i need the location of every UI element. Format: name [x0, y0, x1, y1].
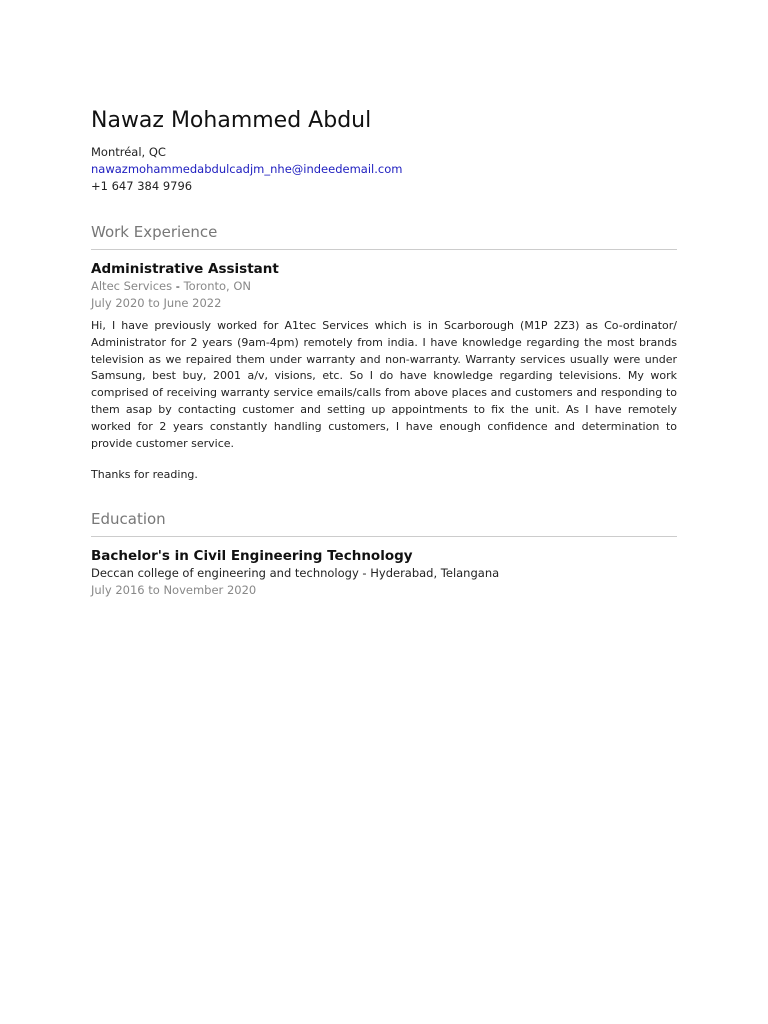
job-closing: Thanks for reading.: [91, 468, 198, 482]
job-company-line: [91, 278, 677, 295]
separator: -: [172, 279, 184, 293]
school: Deccan college of engineering and technology - Hyderabad, Telangana: [91, 566, 500, 581]
education-dates: July 2016 to November 2020: [91, 583, 257, 598]
section-work-experience: Work Experience: [91, 221, 677, 250]
degree: Bachelor's in Civil Engineering Technology: [91, 548, 413, 565]
resume: [91, 106, 677, 599]
job-company: Altec Services: [91, 279, 173, 293]
job-title: Administrative Assistant: [91, 261, 279, 277]
candidate-name: Nawaz Mohammed Abdul: [91, 108, 372, 133]
job-entry: [91, 260, 677, 484]
job-description: Hi, I have previously worked for A1tec Services which is in Scarborough (M1P 2Z3) as Co-ordinator/ Administrator for 2 years (9am-4pm) remotely from india. I have knowledge regarding the most brands television as we repaired them under warranty and non-warranty. Warranty services usually were under Samsung, best buy, 2001 a/v, visions, etc. So I do have knowledge regarding televisions. My work comprised of receiving warranty service emails/calls from above places and customers and responding to them asap by contacting customer and setting up appointments to fix the unit. As I have remotely worked for 2 years constantly handling customers, I have enough confidence and determination to provide customer service.: [91, 319, 677, 450]
email-link[interactable]: nawazmohammedabdulcadjm_nhe@indeedemail.com: [91, 162, 403, 176]
phone: +1 647 384 9796: [91, 179, 193, 193]
job-dates: July 2020 to June 2022: [91, 296, 222, 310]
location: Montréal, QC: [91, 145, 166, 159]
section-education: Education: [91, 508, 677, 537]
job-location: Toronto, ON: [183, 279, 252, 293]
education-entry: [91, 547, 677, 599]
